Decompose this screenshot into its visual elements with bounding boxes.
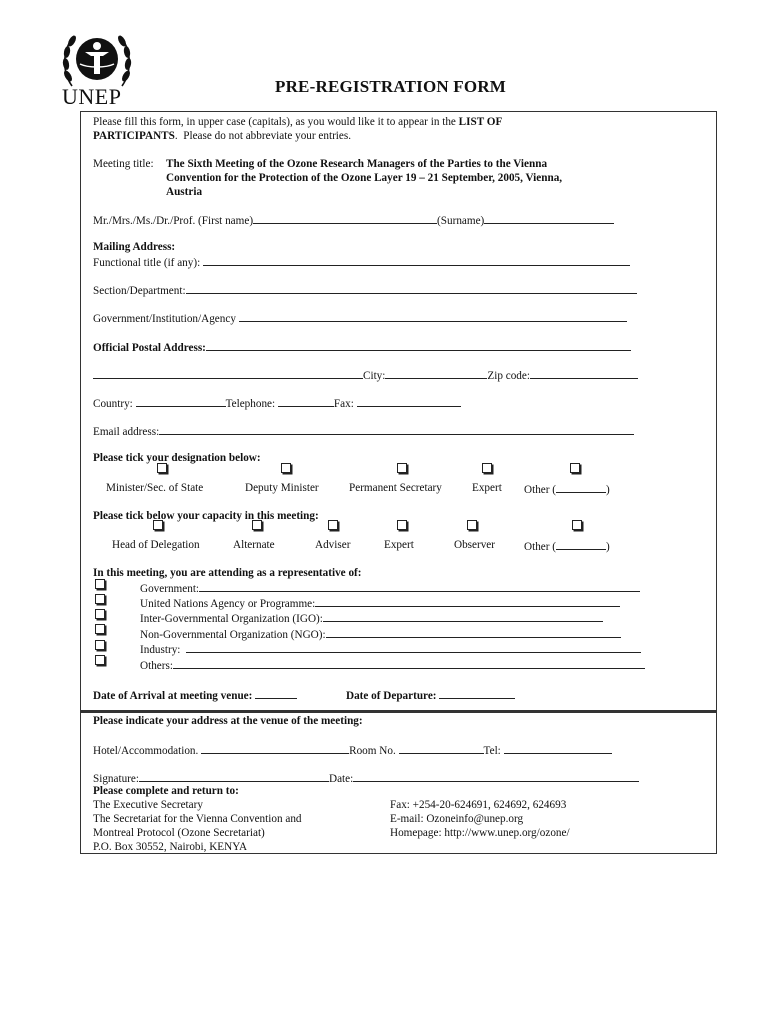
capacity-option-adviser: Adviser — [315, 539, 351, 551]
address-line-field[interactable] — [93, 367, 363, 379]
section-row: Section/Department: — [93, 282, 637, 298]
capacity-option-other: Other ( ) — [524, 538, 610, 554]
government-field[interactable] — [239, 310, 627, 322]
org-logo-text: UNEP — [62, 84, 122, 109]
country-field[interactable] — [136, 395, 226, 407]
hotel-field[interactable] — [201, 742, 349, 754]
departure-date-field[interactable] — [439, 687, 515, 699]
rep-others-field[interactable] — [173, 657, 645, 669]
capacity-option-expert: Expert — [384, 539, 414, 551]
checkbox-observer[interactable] — [467, 520, 477, 530]
checkbox-adviser[interactable] — [328, 520, 338, 530]
zip-code-field[interactable] — [530, 367, 638, 379]
signature-field[interactable] — [139, 770, 329, 782]
arrival-date-field[interactable] — [255, 687, 297, 699]
rep-un-agency-field[interactable] — [315, 595, 620, 607]
venue-tel-field[interactable] — [504, 742, 612, 754]
name-row: Mr./Mrs./Ms./Dr./Prof. (First name) (Surname) — [93, 212, 614, 228]
checkbox-rep-others[interactable] — [95, 655, 105, 665]
intro-line-2: PARTICIPANTS. Please do not abbreviate your entries. — [93, 130, 352, 142]
rep-ngo-field[interactable] — [326, 626, 621, 638]
venue-row: Hotel/Accommodation. Room No. Tel: — [93, 742, 612, 758]
checkbox-rep-government[interactable] — [95, 579, 105, 589]
capacity-option-observer: Observer — [454, 539, 496, 551]
designation-option-minister: Minister/Sec. of State — [106, 482, 204, 494]
capacity-option-alternate: Alternate — [233, 539, 275, 551]
return-fax: Fax: +254-20-624691, 624692, 624693 — [390, 799, 567, 811]
rep-option-un-agency: United Nations Agency or Programme: — [140, 595, 620, 611]
page-title: PRE-REGISTRATION FORM — [275, 77, 507, 96]
date-field[interactable] — [353, 770, 639, 782]
contact-row: Country: Telephone: Fax: — [93, 395, 461, 411]
checkbox-permanent-secretary[interactable] — [397, 463, 407, 473]
email-field[interactable] — [159, 423, 634, 435]
room-field[interactable] — [399, 742, 484, 754]
return-homepage[interactable]: Homepage: http://www.unep.org/ozone/ — [390, 827, 570, 839]
venue-heading: Please indicate your address at the venue of the meeting: — [93, 715, 363, 727]
rep-option-industry: Industry: — [140, 641, 641, 657]
departure-row: Date of Departure: — [346, 687, 515, 703]
checkbox-alternate[interactable] — [252, 520, 262, 530]
first-name-field[interactable] — [253, 212, 437, 224]
signature-row: Signature: Date: — [93, 770, 639, 786]
capacity-other-field[interactable] — [556, 538, 606, 550]
functional-title-field[interactable] — [203, 254, 630, 266]
functional-title-row: Functional title (if any): — [93, 254, 630, 270]
rep-option-government: Government: — [140, 580, 640, 596]
mailing-heading: Mailing Address: — [93, 241, 176, 253]
return-left-4: P.O. Box 30552, Nairobi, KENYA — [93, 841, 248, 853]
rep-option-others: Others: — [140, 657, 645, 673]
intro-line-1: Please fill this form, in upper case (capitals), as you would like it to appear in the LIST OF — [93, 116, 503, 128]
meeting-title-label: Meeting title: — [93, 158, 154, 170]
checkbox-rep-igo[interactable] — [95, 609, 105, 619]
capacity-heading: Please tick below your capacity in this meeting: — [93, 510, 319, 522]
rep-option-igo: Inter-Governmental Organization (IGO): — [140, 610, 603, 626]
checkbox-expert-capacity[interactable] — [397, 520, 407, 530]
designation-option-permanent: Permanent Secretary — [349, 482, 442, 494]
checkbox-expert[interactable] — [482, 463, 492, 473]
rep-industry-field[interactable] — [186, 641, 641, 653]
designation-heading: Please tick your designation below: — [93, 452, 261, 464]
checkbox-rep-industry[interactable] — [95, 640, 105, 650]
email-row: Email address: — [93, 423, 634, 439]
postal-row: Official Postal Address: — [93, 339, 631, 355]
meeting-title-line-3: Austria — [166, 186, 203, 198]
arrival-row: Date of Arrival at meeting venue: — [93, 687, 297, 703]
checkbox-head-of-delegation[interactable] — [153, 520, 163, 530]
checkbox-deputy-minister[interactable] — [281, 463, 291, 473]
checkbox-rep-un-agency[interactable] — [95, 594, 105, 604]
representative-heading: In this meeting, you are attending as a representative of: — [93, 567, 362, 579]
city-row: City: Zip code: — [93, 367, 638, 383]
rep-option-ngo: Non-Governmental Organization (NGO): — [140, 626, 621, 642]
return-email[interactable]: E-mail: Ozoneinfo@unep.org — [390, 813, 524, 825]
checkbox-rep-ngo[interactable] — [95, 624, 105, 634]
meeting-title-line-1: The Sixth Meeting of the Ozone Research Managers of the Parties to the Vienna — [166, 158, 548, 170]
designation-option-expert: Expert — [472, 482, 502, 494]
return-left-1: The Executive Secretary — [93, 799, 203, 811]
return-left-3: Montreal Protocol (Ozone Secretariat) — [93, 827, 265, 839]
government-row: Government/Institution/Agency — [93, 310, 627, 326]
return-left-2: The Secretariat for the Vienna Convention and — [93, 813, 302, 825]
section-field[interactable] — [186, 282, 637, 294]
rep-igo-field[interactable] — [323, 610, 603, 622]
designation-option-other: Other ( ) — [524, 481, 610, 497]
telephone-field[interactable] — [278, 395, 334, 407]
designation-option-deputy: Deputy Minister — [245, 482, 319, 494]
meeting-title-line-2: Convention for the Protection of the Ozone Layer 19 – 21 September, 2005, Vienna, — [166, 172, 563, 184]
surname-field[interactable] — [484, 212, 614, 224]
fax-field[interactable] — [357, 395, 461, 407]
checkbox-other-capacity[interactable] — [572, 520, 582, 530]
checkbox-minister[interactable] — [157, 463, 167, 473]
rep-government-field[interactable] — [199, 580, 640, 592]
postal-address-field[interactable] — [206, 339, 631, 351]
checkbox-other[interactable] — [570, 463, 580, 473]
return-heading: Please complete and return to: — [93, 785, 239, 797]
capacity-option-head: Head of Delegation — [112, 539, 200, 551]
designation-other-field[interactable] — [556, 481, 606, 493]
city-field[interactable] — [385, 367, 487, 379]
